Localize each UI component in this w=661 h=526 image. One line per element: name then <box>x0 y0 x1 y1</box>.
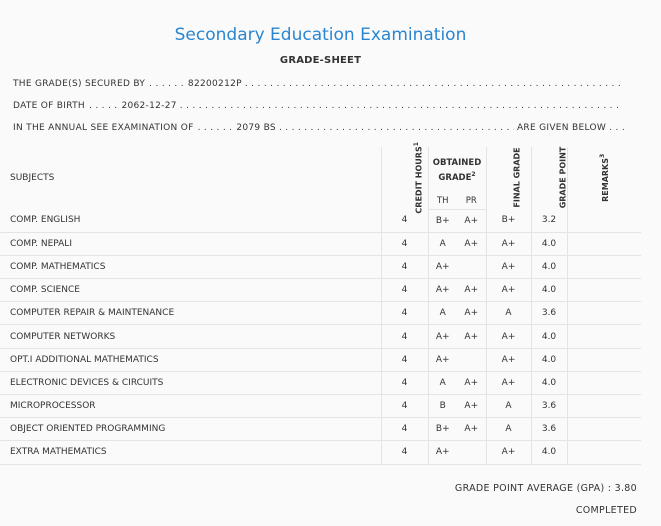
final-grade-cell: A+ <box>486 279 531 302</box>
remarks-cell <box>567 232 641 255</box>
gpa-label: GRADE POINT AVERAGE (GPA) : <box>454 483 612 494</box>
exam-year: 2079 BS <box>236 123 276 133</box>
grade-point-cell: 3.6 <box>531 395 567 418</box>
grade-point-cell: 3.6 <box>531 302 567 325</box>
final-grade-cell: A <box>486 395 531 418</box>
pr-grade-cell: A+ <box>457 232 486 255</box>
table-row <box>0 348 641 371</box>
grade-point-cell: 3.6 <box>531 418 567 441</box>
th-header: TH <box>428 193 457 209</box>
dob-value: 2062-12-27 <box>121 101 177 111</box>
grade-table <box>0 141 641 465</box>
subject-cell: COMP. NEPALI <box>0 232 381 255</box>
final-grade-header: FINAL GRADE <box>486 147 531 209</box>
credit-cell: 4 <box>381 232 428 255</box>
subject-cell: OPT.I ADDITIONAL MATHEMATICS <box>0 348 381 371</box>
final-grade-cell: A+ <box>486 232 531 255</box>
symbol-number: 82200212P <box>187 79 242 89</box>
final-grade-cell: A+ <box>486 371 531 394</box>
subject-cell: OBJECT ORIENTED PROGRAMMING <box>0 418 381 441</box>
th-grade-cell: B+ <box>428 418 457 441</box>
grade-point-cell: 4.0 <box>531 279 567 302</box>
credit-cell: 4 <box>381 348 428 371</box>
exam-title: Secondary Education Examination <box>174 25 467 45</box>
remarks-cell <box>567 325 641 348</box>
table-row <box>0 325 641 348</box>
table-row <box>0 232 641 255</box>
credit-cell: 4 <box>381 441 428 464</box>
th-grade-cell: A+ <box>428 325 457 348</box>
final-grade-cell: A+ <box>486 255 531 278</box>
obtained-grade-header: OBTAINED GRADE$^2$ <box>428 147 486 193</box>
th-grade-cell: A <box>428 302 457 325</box>
subject-cell: COMP. MATHEMATICS <box>0 255 381 278</box>
pr-grade-cell: A+ <box>457 209 486 232</box>
gpa-summary <box>455 483 637 494</box>
remarks-cell <box>567 371 641 394</box>
th-grade-cell: A <box>428 232 457 255</box>
dob-line: DATE OF BIRTH . . . . . 2062-12-27 . . . <box>13 101 625 111</box>
exam-line: IN THE ANNUAL SEE EXAMINATION OF . . . . . . 2079 BS . . . ARE GIVEN BELOW . . . <box>13 123 625 133</box>
credit-cell: 4 <box>381 279 428 302</box>
grade-point-cell: 4.0 <box>531 325 567 348</box>
remarks-header: REMARKS$^3$ <box>567 147 641 209</box>
credit-cell: 4 <box>381 371 428 394</box>
remarks-cell <box>567 255 641 278</box>
remarks-cell <box>567 279 641 302</box>
pr-grade-cell <box>457 441 486 464</box>
table-row <box>0 279 641 302</box>
th-grade-cell: A <box>428 371 457 394</box>
pr-grade-cell: A+ <box>457 279 486 302</box>
remarks-cell <box>567 418 641 441</box>
pr-grade-cell <box>457 348 486 371</box>
final-grade-cell: A+ <box>486 325 531 348</box>
pr-grade-cell: A+ <box>457 371 486 394</box>
pr-grade-cell: A+ <box>457 302 486 325</box>
subject-cell: COMP. ENGLISH <box>0 209 381 232</box>
result-status: COMPLETED <box>575 505 637 516</box>
table-row <box>0 418 641 441</box>
subject-cell: COMPUTER NETWORKS <box>0 325 381 348</box>
remarks-cell <box>567 302 641 325</box>
pr-grade-cell: A+ <box>457 325 486 348</box>
final-grade-cell: A+ <box>486 441 531 464</box>
grade-point-cell: 3.2 <box>531 209 567 232</box>
grade-point-cell: 4.0 <box>531 371 567 394</box>
table-row <box>0 209 641 232</box>
table-row <box>0 302 641 325</box>
final-grade-cell: A+ <box>486 348 531 371</box>
grade-point-cell: 4.0 <box>531 232 567 255</box>
grade-point-cell: 4.0 <box>531 348 567 371</box>
remarks-cell <box>567 395 641 418</box>
pr-header: PR <box>457 193 486 209</box>
grade-point-cell: 4.0 <box>531 255 567 278</box>
credit-hours-header: CREDIT HOURS$^1$ <box>381 147 428 209</box>
secured-by-line: THE GRADE(S) SECURED BY . . . . . . 82200212P . . . <box>13 79 625 89</box>
dob-label: DATE OF BIRTH <box>13 101 85 111</box>
subject-cell: ELECTRONIC DEVICES & CIRCUITS <box>0 371 381 394</box>
final-grade-cell: B+ <box>486 209 531 232</box>
final-grade-cell: A <box>486 302 531 325</box>
table-row <box>0 395 641 418</box>
subject-cell: COMPUTER REPAIR & MAINTENANCE <box>0 302 381 325</box>
subjects-header: SUBJECTS <box>10 173 55 183</box>
table-row <box>0 441 641 464</box>
table-row <box>0 255 641 278</box>
th-grade-cell: B <box>428 395 457 418</box>
gpa-value: 3.80 <box>614 483 637 494</box>
exam-suffix: ARE GIVEN BELOW . . . <box>516 123 625 133</box>
final-grade-cell: A <box>486 418 531 441</box>
th-grade-cell: A+ <box>428 279 457 302</box>
grade-point-header: GRADE POINT <box>531 147 567 209</box>
remarks-cell <box>567 348 641 371</box>
credit-cell: 4 <box>381 209 428 232</box>
table-row <box>0 371 641 394</box>
grade-point-cell: 4.0 <box>531 441 567 464</box>
remarks-cell <box>567 441 641 464</box>
th-grade-cell: A+ <box>428 441 457 464</box>
subject-cell: COMP. SCIENCE <box>0 279 381 302</box>
remarks-cell <box>567 209 641 232</box>
credit-cell: 4 <box>381 255 428 278</box>
credit-cell: 4 <box>381 418 428 441</box>
th-grade-cell: A+ <box>428 255 457 278</box>
secured-by-label: THE GRADE(S) SECURED BY <box>13 79 146 89</box>
pr-grade-cell: A+ <box>457 418 486 441</box>
subject-cell: EXTRA MATHEMATICS <box>0 441 381 464</box>
credit-cell: 4 <box>381 302 428 325</box>
subject-cell: MICROPROCESSOR <box>0 395 381 418</box>
credit-cell: 4 <box>381 395 428 418</box>
exam-label: IN THE ANNUAL SEE EXAMINATION OF <box>13 123 194 133</box>
grade-rows <box>0 209 641 464</box>
pr-grade-cell: A+ <box>457 395 486 418</box>
pr-grade-cell <box>457 255 486 278</box>
credit-cell: 4 <box>381 325 428 348</box>
th-grade-cell: A+ <box>428 348 457 371</box>
grade-sheet-heading: GRADE-SHEET <box>279 55 362 66</box>
th-grade-cell: B+ <box>428 209 457 232</box>
